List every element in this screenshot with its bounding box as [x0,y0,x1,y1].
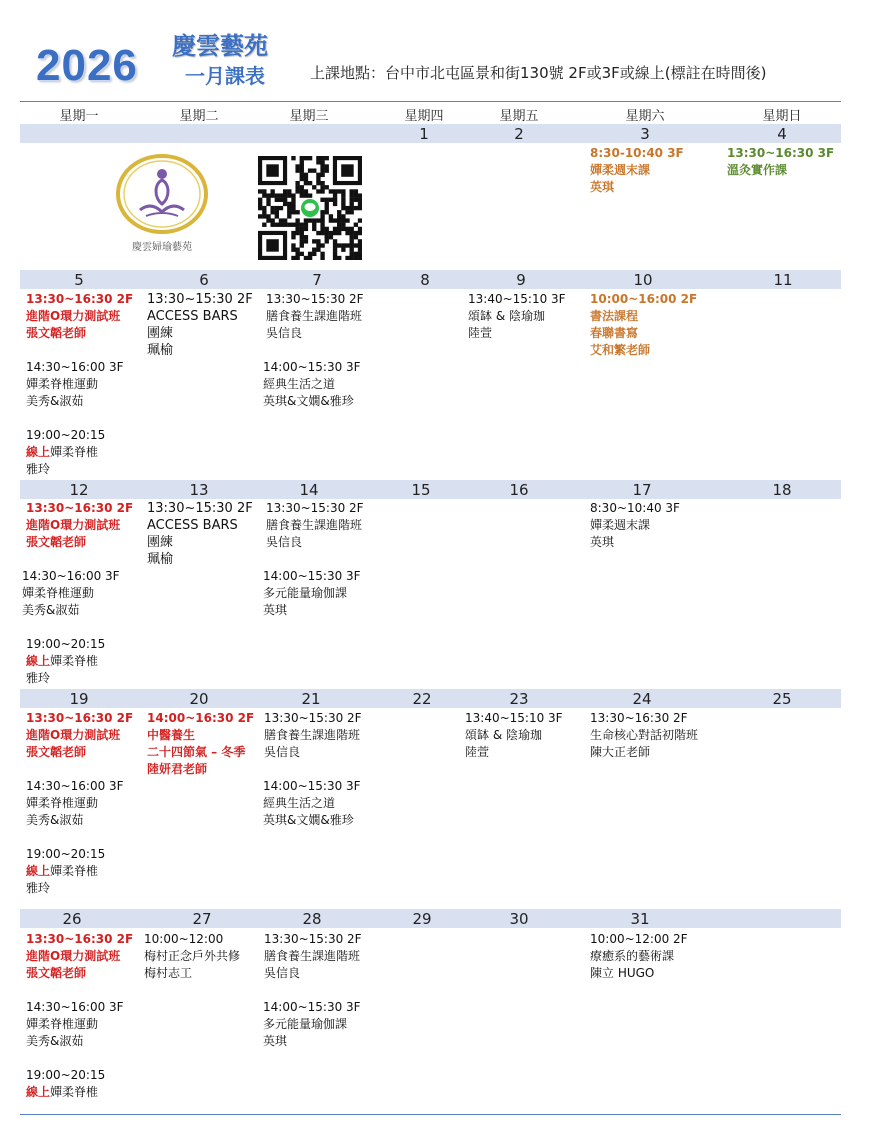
event-w5-wed-a: 13:30~15:30 2F 膳食養生課進階班 吳信良 [264,932,362,980]
week-2-band [20,270,841,289]
event-w2-wed-b: 14:00~15:30 3F 經典生活之道 英琪&文嫺&雅珍 [263,360,361,408]
studio-logo [110,152,214,256]
date-number: 30 [509,910,529,928]
event-w5-mon-c: 19:00~20:15 線上嬋柔脊椎 [26,1068,106,1099]
event-w2-mon-c: 19:00~20:15 線上嬋柔脊椎 雅玲 [26,428,106,476]
date-number: 14 [299,481,319,499]
event-w4-sat: 13:30~16:30 2F 生命核心對話初階班 陳大正老師 [590,711,699,759]
weekday-mon: 星期一 [59,109,99,124]
header-divider [20,101,841,102]
date-number: 6 [199,271,209,289]
date-number: 12 [69,481,89,499]
event-w5-tue: 10:00~12:00 梅村正念戶外共修 梅村志工 [144,932,241,980]
event-w1-sun: 13:30~16:30 3F 溫灸實作課 [727,146,835,177]
event-w2-sat: 10:00~16:00 2F 書法課程 春聯書寫 艾和繁老師 [590,292,698,357]
event-w4-tue: 14:00~16:30 2F 中醫養生 二十四節氣 – 冬季 陸妍君老師 [147,711,255,776]
date-number: 29 [412,910,432,928]
date-number: 8 [420,271,430,289]
date-number: 3 [640,125,650,143]
date-number: 13 [189,481,209,499]
event-w2-wed-a: 13:30~15:30 2F 膳食養生課進階班 吳信良 [266,292,364,340]
date-number: 7 [312,271,322,289]
event-w3-mon-a: 13:30~16:30 2F 進階O環力測試班 張文韜老師 [26,501,134,549]
event-w4-mon-b: 14:30~16:00 3F 嬋柔脊椎運動 美秀&淑茹 [26,779,124,827]
weekday-wed: 星期三 [289,109,329,124]
date-number: 20 [189,690,209,708]
event-w5-wed-b: 14:00~15:30 3F 多元能量瑜伽課 英琪 [263,1000,361,1048]
date-number: 18 [772,481,792,499]
schedule-title: 一月課表 [185,64,265,88]
event-w3-mon-c: 19:00~20:15 線上嬋柔脊椎 雅玲 [26,637,106,685]
event-w3-tue: 13:30~15:30 2F ACCESS BARS 團練 珮榆 [147,501,253,567]
event-w4-wed-a: 13:30~15:30 2F 膳食養生課進階班 吳信良 [264,711,362,759]
event-w3-mon-b: 14:30~16:00 3F 嬋柔脊椎運動 美秀&淑茹 [22,569,120,617]
week-1-band [20,124,841,143]
event-w3-sat: 8:30~10:40 3F 嬋柔週末課 英琪 [590,501,680,549]
event-w4-wed-b: 14:00~15:30 3F 經典生活之道 英琪&文嫺&雅珍 [263,779,361,827]
date-number: 11 [773,271,793,289]
date-number: 10 [633,271,653,289]
event-w5-mon-b: 14:30~16:00 3F 嬋柔脊椎運動 美秀&淑茹 [26,1000,124,1048]
event-w2-tue: 13:30~15:30 2F ACCESS BARS 團練 珮榆 [147,292,253,358]
date-number: 31 [630,910,650,928]
event-w2-fri: 13:40~15:10 3F 頌缽 & 陰瑜珈 陸萱 [468,292,566,340]
date-number: 17 [632,481,652,499]
weekday-sat: 星期六 [625,109,665,124]
date-number: 22 [412,690,432,708]
class-location: 上課地點：台中市北屯區景和街130號 2F或3F或線上(標註在時間後) [310,64,767,82]
date-number: 28 [302,910,322,928]
weekday-tue: 星期二 [179,109,219,124]
date-number: 1 [419,125,429,143]
date-number: 5 [74,271,84,289]
date-number: 4 [777,125,787,143]
line-qr-code-icon [258,156,362,260]
event-w4-mon-a: 13:30~16:30 2F 進階O環力測試班 張文韜老師 [26,711,134,759]
event-w4-mon-c: 19:00~20:15 線上嬋柔脊椎 雅玲 [26,847,106,895]
event-w3-wed-a: 13:30~15:30 2F 膳食養生課進階班 吳信良 [266,501,364,549]
event-w5-mon-a: 13:30~16:30 2F 進階O環力測試班 張文韜老師 [26,932,134,980]
date-number: 24 [632,690,652,708]
date-number: 27 [192,910,212,928]
event-w3-wed-b: 14:00~15:30 3F 多元能量瑜伽課 英琪 [263,569,361,617]
date-number: 15 [411,481,431,499]
date-number: 16 [509,481,529,499]
date-number: 21 [301,690,321,708]
calendar-year: 2026 [36,41,138,90]
date-number: 19 [69,690,89,708]
studio-name: 慶雲藝苑 [172,32,268,60]
date-number: 2 [514,125,524,143]
date-number: 23 [509,690,529,708]
footer-divider [20,1114,841,1115]
date-number: 26 [62,910,82,928]
logo-caption: 慶雲婦瑜藝苑 [132,242,192,253]
weekday-fri: 星期五 [499,109,539,124]
event-w2-mon-a: 13:30~16:30 2F 進階O環力測試班 張文韜老師 [26,292,134,340]
date-number: 9 [516,271,526,289]
date-number: 25 [772,690,792,708]
event-w5-sat: 10:00~12:00 2F 療癒系的藝術課 陳立 HUGO [590,932,688,980]
event-w4-fri: 13:40~15:10 3F 頌缽 & 陰瑜珈 陸萱 [465,711,563,759]
weekday-sun: 星期日 [762,109,802,124]
event-w1-sat: 8:30-10:40 3F 嬋柔週末課 英琪 [590,146,684,194]
event-w2-mon-b: 14:30~16:00 3F 嬋柔脊椎運動 美秀&淑茹 [26,360,124,408]
weekday-thu: 星期四 [404,109,444,124]
